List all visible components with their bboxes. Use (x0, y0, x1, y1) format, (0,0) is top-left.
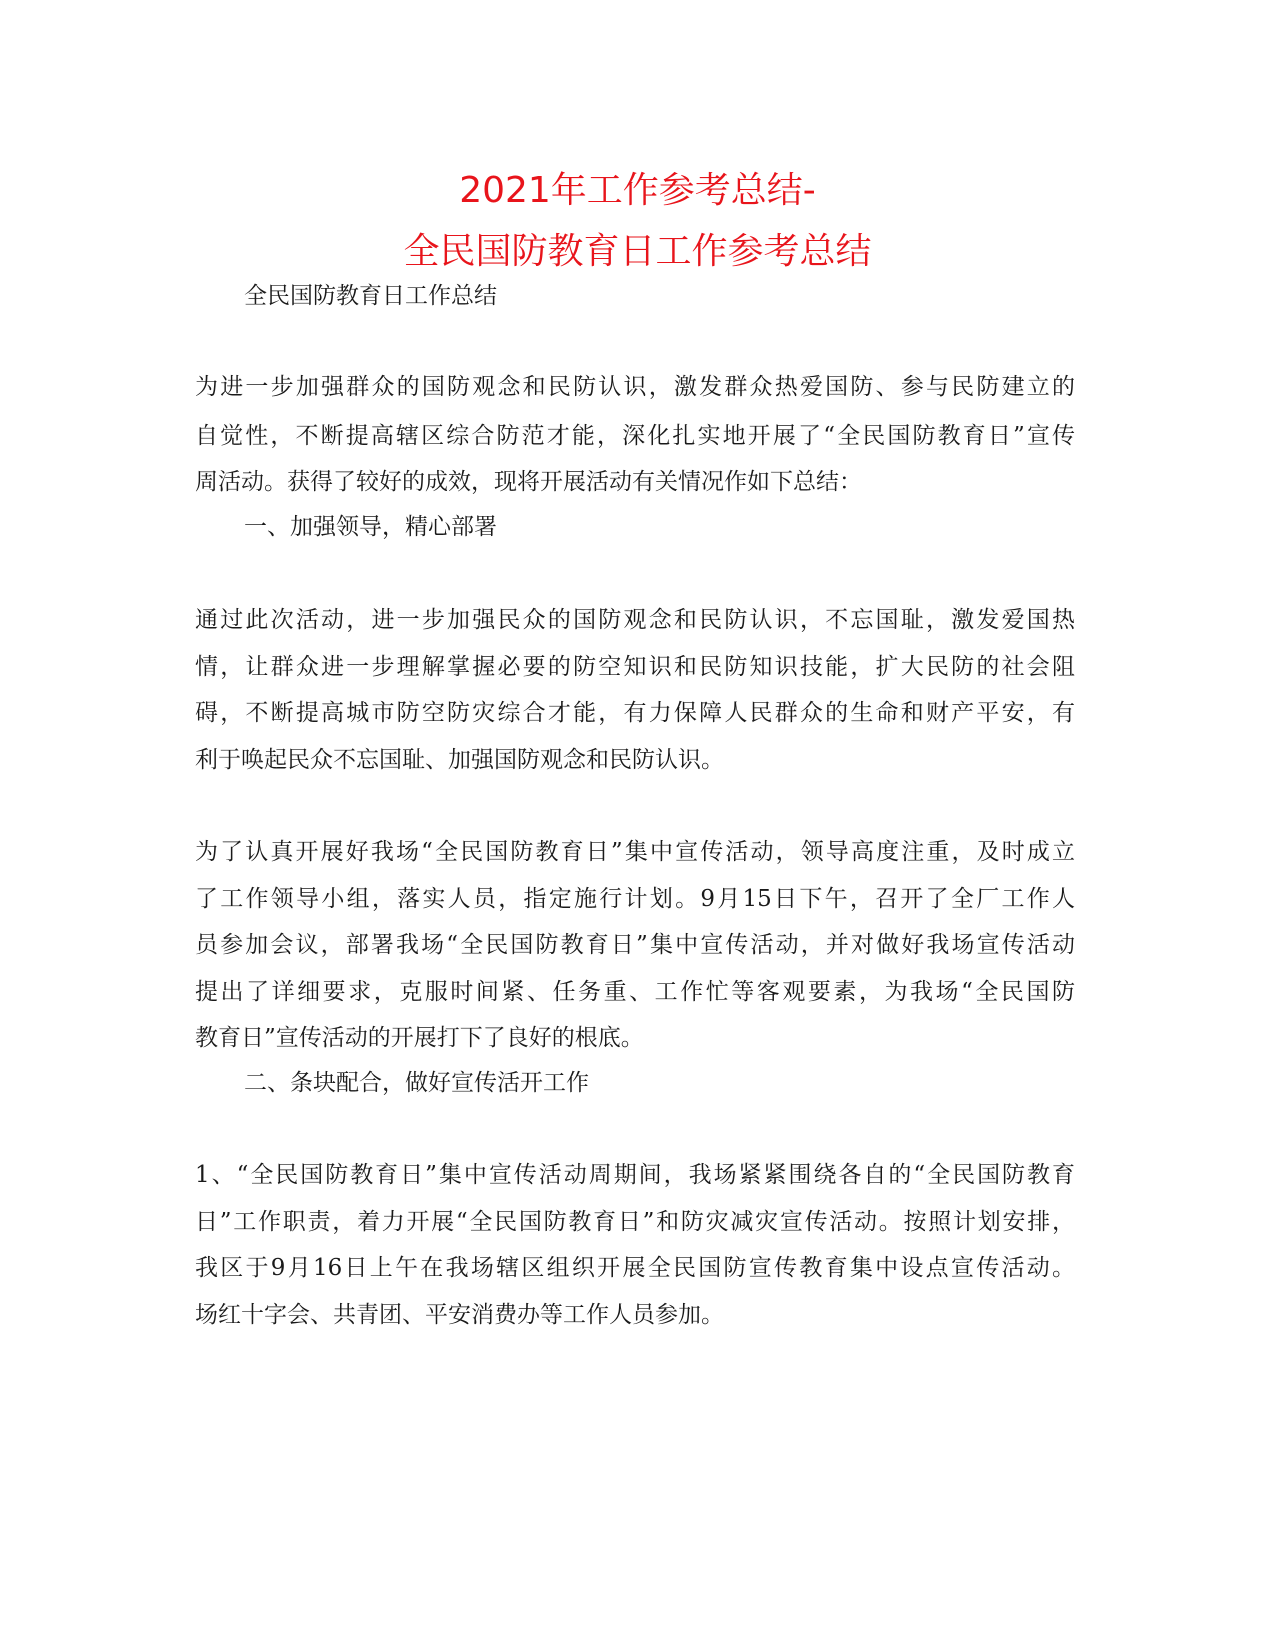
paragraph-3-line: 提出了详细要求，克服时间紧、任务重、工作忙等客观要素，为我场“全民国防 (195, 979, 1075, 1005)
paragraph-3-line: 员参加会议，部署我场“全民国防教育日”集中宣传活动，并对做好我场宣传活动 (195, 932, 1075, 958)
section-heading-1: 一、加强领导，精心部署 (244, 514, 497, 540)
paragraph-2-line: 通过此次活动，进一步加强民众的国防观念和民防认识，不忘国耻，激发爱国热 (195, 607, 1075, 633)
paragraph-2-line: 碍，不断提高城市防空防灾综合才能，有力保障人民群众的生命和财产平安，有 (195, 700, 1075, 726)
document-title-line-1: 2021年工作参考总结- (459, 170, 816, 211)
paragraph-1-line: 为进一步加强群众的国防观念和民防认识，激发群众热爱国防、参与民防建立的 (195, 374, 1075, 400)
paragraph-3-line: 为了认真开展好我场“全民国防教育日”集中宣传活动，领导高度注重，及时成立 (195, 839, 1075, 865)
paragraph-4-line: 日”工作职责，着力开展“全民国防教育日”和防灾减灾宣传活动。按照计划安排， (195, 1209, 1075, 1235)
paragraph-4-line: 场红十字会、共青团、平安消费办等工作人员参加。 (195, 1302, 724, 1328)
paragraph-1-line: 自觉性，不断提高辖区综合防范才能，深化扎实地开展了“全民国防教育日”宣传 (195, 423, 1075, 449)
document-title-line-2: 全民国防教育日工作参考总结 (403, 231, 872, 272)
paragraph-3-line: 了工作领导小组，落实人员，指定施行计划。9月15日下午，召开了全厂工作人 (195, 886, 1075, 912)
paragraph-2-line: 利于唤起民众不忘国耻、加强国防观念和民防认识。 (195, 747, 724, 773)
paragraph-4-line: 1、“全民国防教育日”集中宣传活动周期间，我场紧紧围绕各自的“全民国防教育 (195, 1162, 1075, 1188)
paragraph-2-line: 情，让群众进一步理解掌握必要的防空知识和民防知识技能，扩大民防的社会阻 (195, 654, 1075, 680)
paragraph-1-line: 周活动。获得了较好的成效，现将开展活动有关情况作如下总结： (195, 469, 862, 495)
section-heading-2: 二、条块配合，做好宣传活开工作 (244, 1070, 589, 1096)
paragraph-4-line: 我区于9月16日上午在我场辖区组织开展全民国防宣传教育集中设点宣传活动。 (195, 1255, 1075, 1281)
paragraph-3-line: 教育日”宣传活动的开展打下了良好的根底。 (195, 1025, 644, 1051)
document-subtitle: 全民国防教育日工作总结 (244, 283, 497, 309)
